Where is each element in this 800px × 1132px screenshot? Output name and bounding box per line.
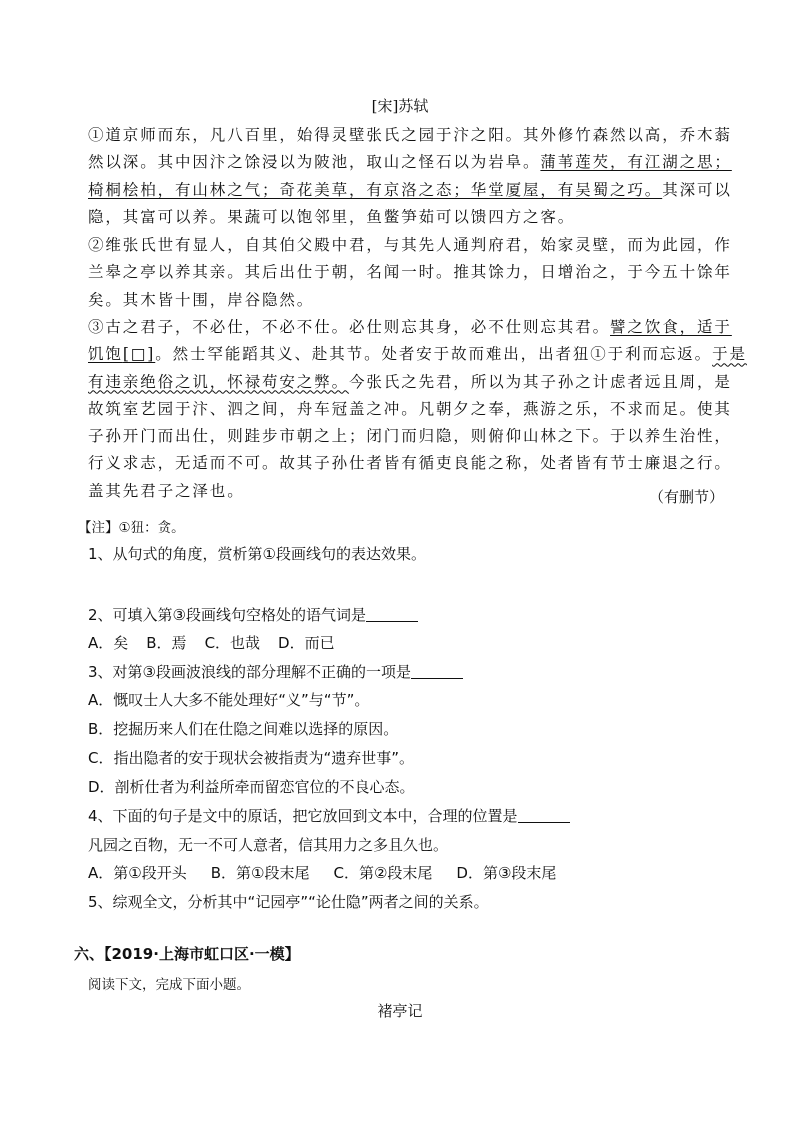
question-3-option-c: C．指出隐者的安于现状会被指责为“遗弃世事”。 (88, 749, 415, 767)
p3-text-b: 处者安于故而难出，出者狃①于利而忘返。 (381, 345, 713, 364)
p1-text-b: 其深可以隐，其富可以养。果蔬可以饱邻里，鱼鳖笋茹可以馈四方之客。 (88, 180, 732, 226)
paragraph-3 (88, 314, 748, 505)
paragraph-2 (88, 232, 748, 314)
p3-underlined-sentence: 譬之饮食，适于饥饱 (88, 318, 732, 364)
option-c: C．第②段末尾 (333, 864, 433, 882)
instruction: 阅读下文，完成下面小题。 (88, 977, 250, 993)
option-a: A．矣 (88, 634, 129, 652)
question-2 (88, 604, 418, 625)
question-4-options (88, 862, 556, 883)
paragraph-1 (88, 122, 748, 231)
question-1: 1、从句式的角度，赏析第①段画线句的表达效果。 (88, 545, 426, 563)
question-3 (88, 661, 463, 682)
question-2-text: 2、可填入第③段画线句空格处的语气词是 (88, 606, 366, 624)
p3-text-a: ③古之君子，不必仕，不必不仕。必仕则忘其身，必不仕则忘其君。 (88, 318, 611, 336)
question-4-sentence: 凡园之百物，无一不可人意者，信其用力之多且久也。 (88, 836, 449, 854)
answer-blank[interactable] (518, 808, 570, 823)
p1-underlined-sentence: 蒲苇莲芡，有江湖之思；椅桐桧柏，有山林之气；奇花美草，有京洛之态；华堂厦屋，有吴蜀之巧。 (88, 153, 732, 199)
section-heading: 六、【2019·上海市虹口区·一模】 (74, 945, 300, 963)
footnote: 【注】①狃：贪。 (78, 520, 185, 536)
question-2-options (88, 632, 335, 653)
option-a: A．第①段开头 (88, 864, 187, 882)
option-d: D．第③段末尾 (456, 864, 557, 882)
question-3-option-b: B．挖掘历来人们在仕隐之间难以选择的原因。 (88, 720, 399, 738)
answer-blank[interactable] (411, 664, 463, 679)
author-line: [宋]苏轼 (371, 97, 429, 115)
p3-text-c: 今张氏之先君，所以为其子孙之计虑者远且周，是故筑室艺园于汴、泗之间，舟车冠盖之冲。凡朝夕之奉，燕游之乐，不求而足。使其子孙开门而出仕，则跬步市朝之上；闭门而归隐，则俯仰山林之下。于以养生治性，行义求志，无适而不可。故其子孙仕者皆有循吏良能之称，处者皆有节士廉退之行。盖其先君子之泽也。 (88, 372, 732, 500)
p3-text-u2: 。然士罕能蹈其义、赴其节。 (155, 345, 382, 364)
p2-text: ②维张氏世有显人，自其伯父殿中君，与其先人通判府君，始家灵壁，而为此园，作兰皋之亭以养其亲。其后出仕于朝，名闻一时。推其馀力，日增治之，于今五十馀年矣。其木皆十围，岸谷隐然。 (88, 236, 732, 309)
option-d: D．而已 (278, 634, 335, 652)
option-c: C．也哉 (204, 634, 261, 652)
question-4 (88, 805, 570, 826)
question-3-option-d: D．剖析仕者为利益所牵而留恋官位的不良心态。 (88, 778, 415, 796)
passage-title: 褚亭记 (377, 1002, 423, 1020)
option-b: B．焉 (146, 634, 187, 652)
question-3-option-a: A．慨叹士人大多不能处理好“义”与“节”。 (88, 691, 370, 709)
p3-blank-box: [□] (122, 345, 156, 364)
answer-blank[interactable] (366, 607, 418, 622)
question-4-text: 4、下面的句子是文中的原话，把它放回到文本中，合理的位置是 (88, 807, 518, 825)
question-5: 5、综观全文，分析其中“记园亭”“论仕隐”两者之间的关系。 (88, 893, 489, 911)
p1-text-a: ①道京师而东，凡八百里，始得灵壁张氏之园于汴之阳。其外修竹森然以高，乔木蓊然以深。其中因汴之馀浸以为陂池，取山之怪石以为岩阜。 (88, 126, 732, 172)
option-b: B．第①段末尾 (210, 864, 310, 882)
question-3-text: 3、对第③段画波浪线的部分理解不正确的一项是 (88, 663, 411, 681)
p3-wavy-sentence: 于是有违亲绝俗之讥，怀禄苟安之弊。 (88, 345, 747, 391)
abridged-note: （有删节） (648, 488, 724, 506)
